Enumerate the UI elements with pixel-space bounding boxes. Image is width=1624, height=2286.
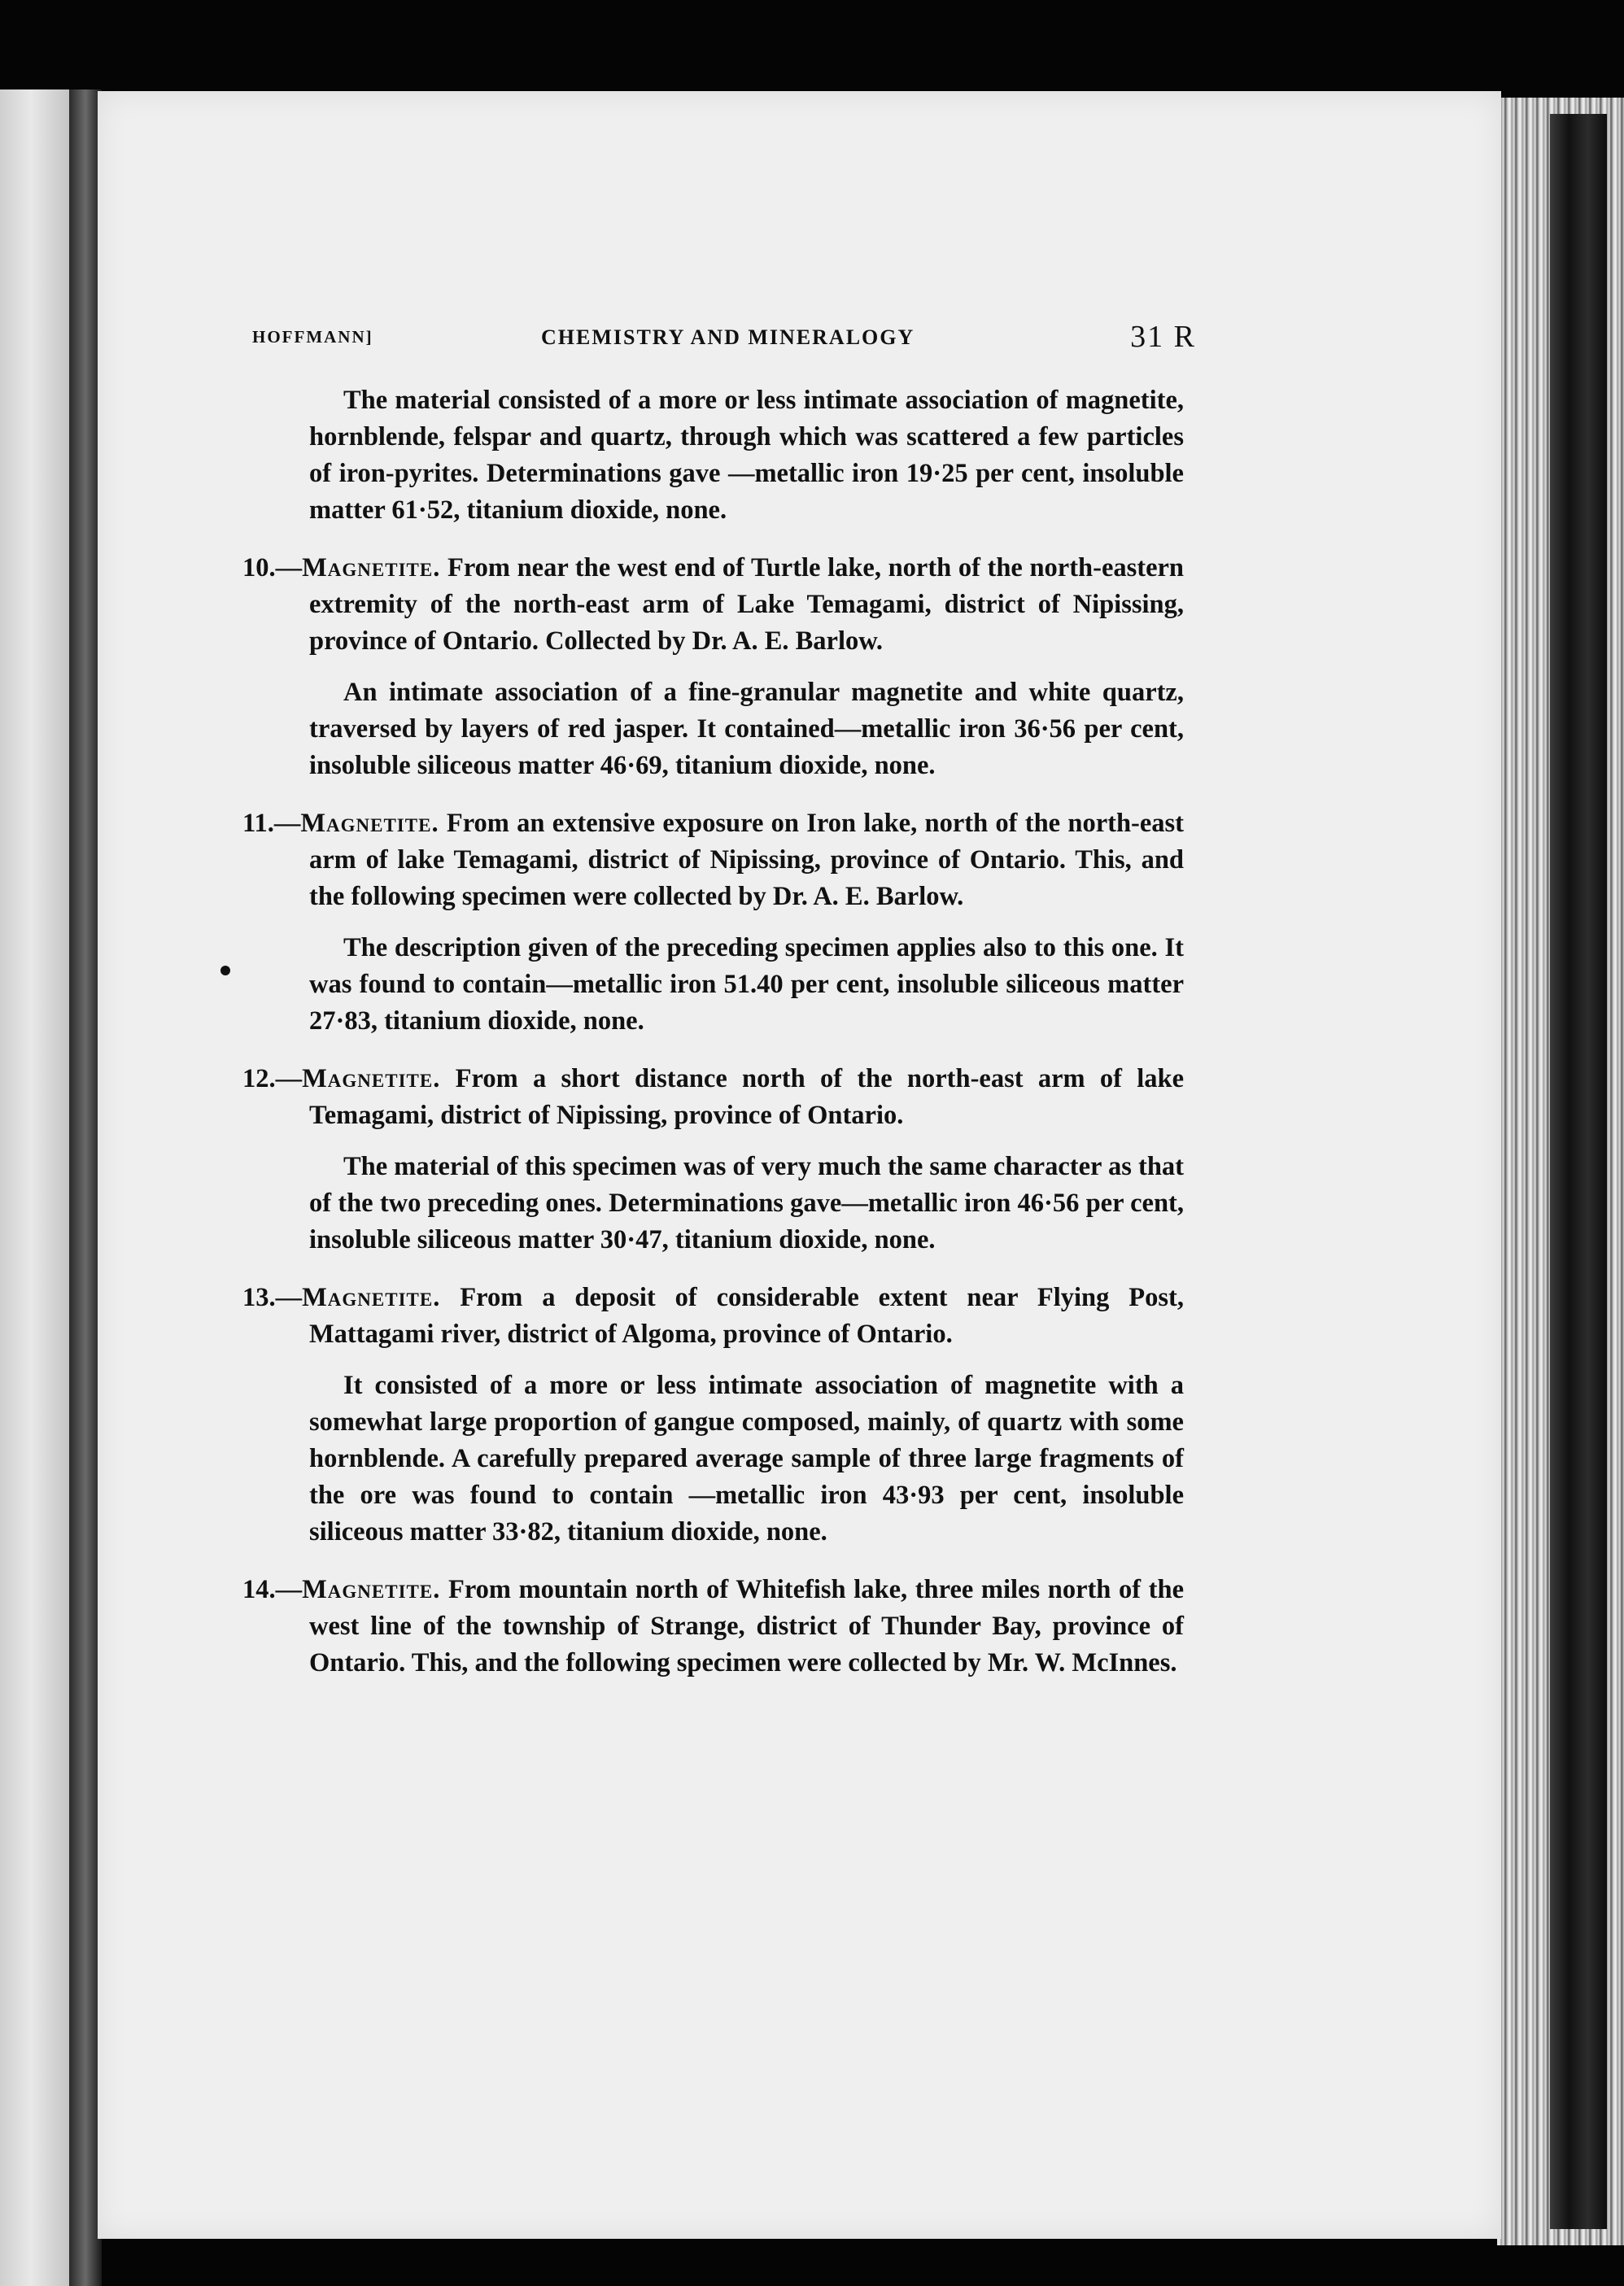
specimen-entry-10 (242, 550, 1185, 784)
entry-number: 14.— (242, 1575, 303, 1604)
entry-mineral: Magnetite. (302, 1283, 441, 1312)
entry-mineral: Magnetite. (302, 553, 441, 582)
entry-mineral: Magnetite. (302, 1575, 441, 1604)
entry-location: From a deposit of considerable extent near Flying Post, Mattagami river, district of Algoma, province of Ontario. (309, 1283, 1184, 1349)
book-cover-edge (1550, 114, 1607, 2229)
entry-description: It consisted of a more or less intimate association of magnetite with a somewhat large proportion of gangue composed, mainly, of quartz with some hornblende. A carefully prepared average sample of three large fragments of the ore was found to contain —metallic iron 43·93 per cent, insoluble siliceous matter 33·82, titanium dioxide, none. (309, 1371, 1184, 1547)
entry-mineral: Magnetite. (300, 809, 439, 838)
header-author: HOFFMANN] (252, 327, 373, 347)
entry-lead (242, 1572, 1184, 1682)
intro-paragraph: The material consisted of a more or less intimate association of magnetite, hornblende, felspar and quartz, through which was scattered a few particles of iron-pyrites. Determinations gave —metallic iron 19·25 per cent, insoluble matter 61·52, titanium dioxide, none. (309, 386, 1184, 525)
header-page-number: 31 R (1130, 320, 1196, 354)
entry-mineral: Magnetite. (302, 1064, 441, 1093)
entry-description: An intimate association of a fine-granular magnetite and white quartz, traversed by layers of red jasper. It contained—metallic iron 36·56 per cent, insoluble siliceous matter 46·69, titanium dioxide, none. (309, 678, 1184, 780)
specimen-entry-12 (242, 1061, 1185, 1259)
entry-description: The description given of the preceding specimen applies also to this one. It was found to contain—metallic iron 51.40 per cent, insoluble siliceous matter 27·83, titanium dioxide, none. (309, 933, 1184, 1036)
margin-dot (220, 966, 230, 975)
entry-number: 12.— (242, 1064, 303, 1093)
specimen-entry-14 (242, 1572, 1184, 1682)
entry-location: From a short distance north of the north-east arm of lake Temagami, district of Nipissing, province of Ontario. (309, 1064, 1185, 1130)
entry-number: 11.— (242, 809, 301, 838)
entry-number: 10.— (242, 553, 303, 582)
running-header (252, 320, 1196, 364)
specimen-entry-13 (242, 1280, 1184, 1551)
entry-location: From near the west end of Turtle lake, north of the north-eastern extremity of the north-east arm of Lake Temagami, district of Nipissing, province of Ontario. Collected by Dr. A. E. Barlow. (309, 553, 1185, 656)
entry-lead (242, 1280, 1184, 1353)
specimen-entry-11 (242, 805, 1185, 1040)
entry-location: From an extensive exposure on Iron lake, north of the north-east arm of lake Temagami, district of Nipissing, province of Ontario. This, and the following specimen were collected by Dr. A. E. Barlow. (309, 809, 1185, 911)
book-binding (69, 89, 102, 2286)
page-body (242, 382, 1185, 1682)
entry-lead (242, 1061, 1185, 1134)
entry-lead (242, 805, 1185, 915)
entry-number: 13.— (242, 1283, 303, 1312)
header-title: CHEMISTRY AND MINERALOGY (541, 325, 915, 349)
left-page-edge (0, 89, 77, 2286)
entry-location: From mountain north of Whitefish lake, three miles north of the west line of the township of Strange, district of Thunder Bay, province of Ontario. This, and the following specimen were collected by Mr. W. McInnes. (309, 1575, 1184, 1677)
entry-description: The material of this specimen was of very much the same character as that of the two preceding ones. Determinations gave—metallic iron 46·56 per cent, insoluble siliceous matter 30·47, titanium dioxide, none. (309, 1152, 1184, 1254)
entry-lead (242, 550, 1185, 660)
